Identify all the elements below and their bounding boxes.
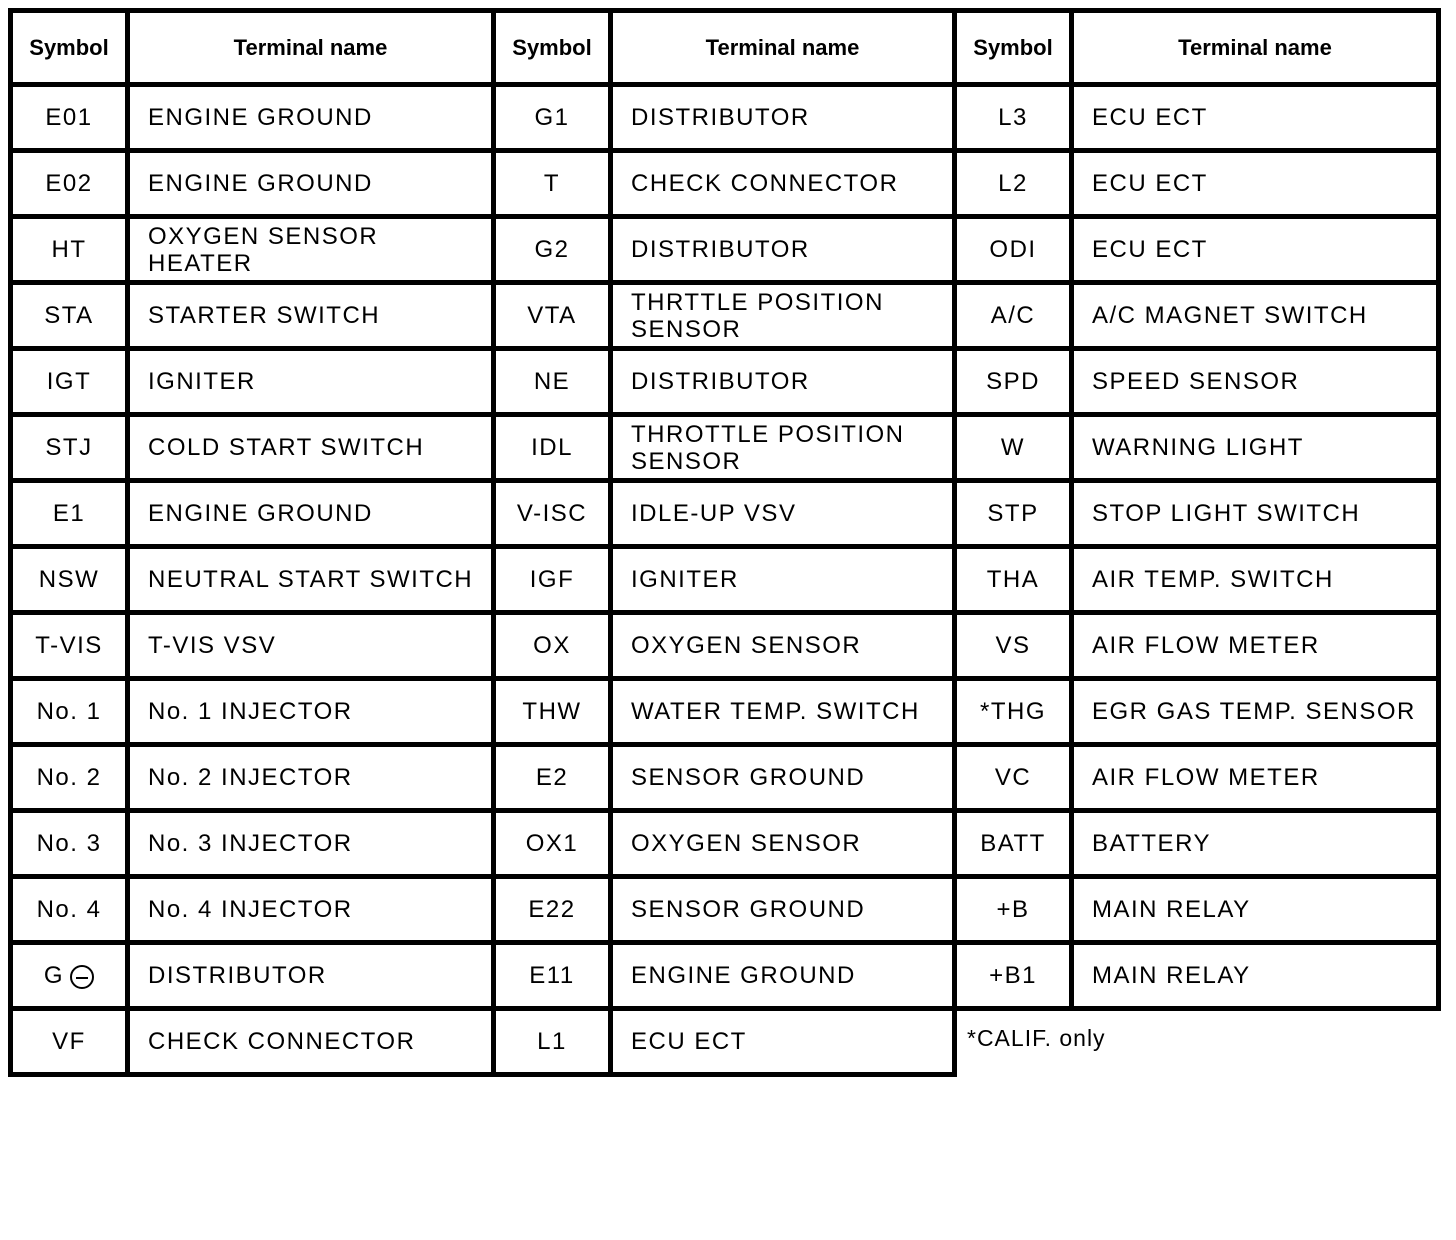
terminal-symbol-text: VS bbox=[995, 632, 1031, 659]
terminal-symbol bbox=[11, 745, 128, 811]
terminal-name: AIR FLOW METER bbox=[1072, 745, 1439, 811]
terminal-symbol-text: L3 bbox=[998, 104, 1028, 131]
terminal-symbol bbox=[494, 85, 611, 151]
terminal-symbol bbox=[955, 283, 1072, 349]
terminal-symbol-text: E11 bbox=[529, 962, 575, 989]
terminal-name: No. 4 INJECTOR bbox=[128, 877, 494, 943]
terminal-name: IGNITER bbox=[611, 547, 955, 613]
terminal-name: A/C MAGNET SWITCH bbox=[1072, 283, 1439, 349]
terminal-symbol bbox=[494, 811, 611, 877]
table-row bbox=[11, 151, 1439, 217]
terminal-symbol-text: G2 bbox=[534, 236, 570, 263]
terminal-name: T-VIS VSV bbox=[128, 613, 494, 679]
terminal-symbol-text: *THG bbox=[980, 698, 1046, 725]
terminal-symbol-text: A/C bbox=[990, 302, 1036, 329]
terminal-symbol bbox=[494, 151, 611, 217]
header-symbol-2: Symbol bbox=[494, 11, 611, 85]
terminal-name: No. 2 INJECTOR bbox=[128, 745, 494, 811]
terminal-symbol-text: G1 bbox=[534, 104, 570, 131]
terminal-symbol-text: T bbox=[543, 170, 561, 197]
terminal-symbol-text: E02 bbox=[45, 170, 93, 197]
terminal-name: AIR TEMP. SWITCH bbox=[1072, 547, 1439, 613]
terminal-symbol-text: HT bbox=[51, 236, 87, 263]
terminal-symbol-text: THW bbox=[522, 698, 582, 725]
terminal-symbol bbox=[11, 877, 128, 943]
terminal-name: DISTRIBUTOR bbox=[611, 85, 955, 151]
terminal-name: NEUTRAL START SWITCH bbox=[128, 547, 494, 613]
terminal-name: COLD START SWITCH bbox=[128, 415, 494, 481]
minus-circle-icon bbox=[70, 965, 94, 989]
terminal-symbol bbox=[955, 877, 1072, 943]
header-symbol-1: Symbol bbox=[11, 11, 128, 85]
terminal-symbol bbox=[494, 481, 611, 547]
terminal-symbol-text: VTA bbox=[527, 302, 577, 329]
terminal-symbol-text: No. 2 bbox=[36, 764, 102, 791]
table-row bbox=[11, 547, 1439, 613]
terminal-name: SENSOR GROUND bbox=[611, 745, 955, 811]
terminal-symbol bbox=[11, 481, 128, 547]
terminal-symbol-text: THA bbox=[986, 566, 1040, 593]
terminal-symbol bbox=[494, 415, 611, 481]
terminal-name: No. 3 INJECTOR bbox=[128, 811, 494, 877]
terminal-symbol bbox=[11, 85, 128, 151]
terminal-symbol bbox=[955, 151, 1072, 217]
terminal-name: ENGINE GROUND bbox=[128, 151, 494, 217]
terminal-symbol bbox=[955, 481, 1072, 547]
terminal-symbol-text: E01 bbox=[45, 104, 93, 131]
terminal-symbol-text: W bbox=[1000, 434, 1026, 461]
terminal-symbol-text: ODI bbox=[989, 236, 1037, 263]
terminal-symbol bbox=[11, 547, 128, 613]
terminal-symbol-text: IDL bbox=[531, 434, 573, 461]
terminal-symbol bbox=[494, 217, 611, 283]
terminal-symbol bbox=[494, 943, 611, 1009]
terminal-symbol bbox=[955, 811, 1072, 877]
terminal-name: THROTTLE POSITION SENSOR bbox=[611, 415, 955, 481]
terminal-symbol-text: No. 3 bbox=[36, 830, 102, 857]
terminal-symbol-text: IGT bbox=[46, 368, 92, 395]
terminal-name: EGR GAS TEMP. SENSOR bbox=[1072, 679, 1439, 745]
terminal-symbol bbox=[494, 1009, 611, 1075]
table-row bbox=[11, 811, 1439, 877]
terminal-name: ENGINE GROUND bbox=[128, 481, 494, 547]
terminal-name: OXYGEN SENSOR HEATER bbox=[128, 217, 494, 283]
terminal-symbol bbox=[494, 547, 611, 613]
terminal-symbol-text: E22 bbox=[528, 896, 576, 923]
terminal-symbol-text: VC bbox=[994, 764, 1032, 791]
terminal-symbol-text: E1 bbox=[52, 500, 86, 527]
terminal-symbol-text: +B bbox=[996, 896, 1030, 923]
terminal-symbol-text: STJ bbox=[45, 434, 93, 461]
terminal-name: ECU ECT bbox=[611, 1009, 955, 1075]
terminal-symbol bbox=[494, 745, 611, 811]
terminal-name: DISTRIBUTOR bbox=[128, 943, 494, 1009]
terminal-symbol bbox=[11, 283, 128, 349]
header-row bbox=[11, 11, 1439, 85]
terminal-symbol bbox=[494, 679, 611, 745]
terminal-name: CHECK CONNECTOR bbox=[128, 1009, 494, 1075]
terminal-symbol-text: No. 4 bbox=[36, 896, 102, 923]
terminal-symbol bbox=[494, 283, 611, 349]
header-terminal-name-3: Terminal name bbox=[1072, 11, 1439, 85]
terminal-name: SENSOR GROUND bbox=[611, 877, 955, 943]
footnote: *CALIF. only bbox=[967, 1025, 1106, 1051]
terminal-symbol-text: STP bbox=[987, 500, 1039, 527]
terminal-symbol bbox=[11, 217, 128, 283]
terminal-name: MAIN RELAY bbox=[1072, 943, 1439, 1009]
terminal-name: CHECK CONNECTOR bbox=[611, 151, 955, 217]
terminal-symbol bbox=[11, 943, 128, 1009]
terminal-symbol-text: No. 1 bbox=[36, 698, 102, 725]
terminal-symbol bbox=[955, 745, 1072, 811]
table-row bbox=[11, 481, 1439, 547]
terminal-symbol-text: +B1 bbox=[989, 962, 1037, 989]
terminal-symbol-text: V-ISC bbox=[516, 500, 588, 527]
terminal-symbol-text: IGF bbox=[529, 566, 575, 593]
terminal-symbol-text: STA bbox=[44, 302, 94, 329]
terminal-name: AIR FLOW METER bbox=[1072, 613, 1439, 679]
terminal-symbol bbox=[955, 85, 1072, 151]
table-row bbox=[11, 1009, 1439, 1075]
terminal-name: IGNITER bbox=[128, 349, 494, 415]
terminal-symbol bbox=[11, 415, 128, 481]
terminal-symbol-text: NE bbox=[533, 368, 571, 395]
terminal-name: No. 1 INJECTOR bbox=[128, 679, 494, 745]
terminal-symbol bbox=[955, 613, 1072, 679]
terminal-name: OXYGEN SENSOR bbox=[611, 811, 955, 877]
terminal-symbol-text: BATT bbox=[980, 830, 1046, 857]
terminal-name: BATTERY bbox=[1072, 811, 1439, 877]
terminal-name: ENGINE GROUND bbox=[128, 85, 494, 151]
header-terminal-name-2: Terminal name bbox=[611, 11, 955, 85]
terminal-symbol bbox=[494, 877, 611, 943]
terminal-symbol-text: T-VIS bbox=[35, 632, 103, 659]
table-row bbox=[11, 877, 1439, 943]
terminal-name: DISTRIBUTOR bbox=[611, 217, 955, 283]
terminal-symbol-text: L1 bbox=[537, 1028, 567, 1055]
terminal-symbol bbox=[955, 547, 1072, 613]
table-row bbox=[11, 415, 1439, 481]
terminal-symbol-text: OX bbox=[533, 632, 571, 659]
table-row bbox=[11, 745, 1439, 811]
terminal-name: ECU ECT bbox=[1072, 217, 1439, 283]
terminal-symbol-text: SPD bbox=[986, 368, 1040, 395]
header-terminal-name-1: Terminal name bbox=[128, 11, 494, 85]
terminal-name: STARTER SWITCH bbox=[128, 283, 494, 349]
terminal-symbol bbox=[955, 679, 1072, 745]
terminal-table bbox=[8, 8, 1441, 1077]
terminal-name: ECU ECT bbox=[1072, 151, 1439, 217]
terminal-symbol bbox=[11, 811, 128, 877]
table-row bbox=[11, 679, 1439, 745]
terminal-symbol-text: VF bbox=[52, 1028, 86, 1055]
terminal-symbol bbox=[494, 349, 611, 415]
terminal-symbol bbox=[11, 613, 128, 679]
terminal-name: SPEED SENSOR bbox=[1072, 349, 1439, 415]
terminal-name: THRTTLE POSITION SENSOR bbox=[611, 283, 955, 349]
terminal-symbol bbox=[11, 1009, 128, 1075]
table-row bbox=[11, 349, 1439, 415]
terminal-symbol bbox=[494, 613, 611, 679]
terminal-symbol-text: OX1 bbox=[525, 830, 579, 857]
terminal-symbol bbox=[11, 679, 128, 745]
terminal-symbol bbox=[955, 943, 1072, 1009]
header-symbol-3: Symbol bbox=[955, 11, 1072, 85]
terminal-name: WARNING LIGHT bbox=[1072, 415, 1439, 481]
terminal-name: ECU ECT bbox=[1072, 85, 1439, 151]
terminal-name: STOP LIGHT SWITCH bbox=[1072, 481, 1439, 547]
terminal-symbol-text: E2 bbox=[535, 764, 569, 791]
table-row bbox=[11, 85, 1439, 151]
table-row bbox=[11, 217, 1439, 283]
table-row bbox=[11, 613, 1439, 679]
terminal-symbol bbox=[11, 349, 128, 415]
terminal-symbol-text: L2 bbox=[998, 170, 1028, 197]
terminal-symbol bbox=[955, 415, 1072, 481]
table-row bbox=[11, 943, 1439, 1009]
terminal-symbol-text: NSW bbox=[38, 566, 100, 593]
terminal-name: WATER TEMP. SWITCH bbox=[611, 679, 955, 745]
terminal-name: ENGINE GROUND bbox=[611, 943, 955, 1009]
terminal-name: DISTRIBUTOR bbox=[611, 349, 955, 415]
terminal-symbol bbox=[11, 151, 128, 217]
table-row bbox=[11, 283, 1439, 349]
terminal-name: MAIN RELAY bbox=[1072, 877, 1439, 943]
terminal-symbol bbox=[955, 349, 1072, 415]
terminal-symbol bbox=[955, 217, 1072, 283]
terminal-name: OXYGEN SENSOR bbox=[611, 613, 955, 679]
terminal-name: IDLE-UP VSV bbox=[611, 481, 955, 547]
terminal-symbol-text: G bbox=[43, 962, 65, 989]
